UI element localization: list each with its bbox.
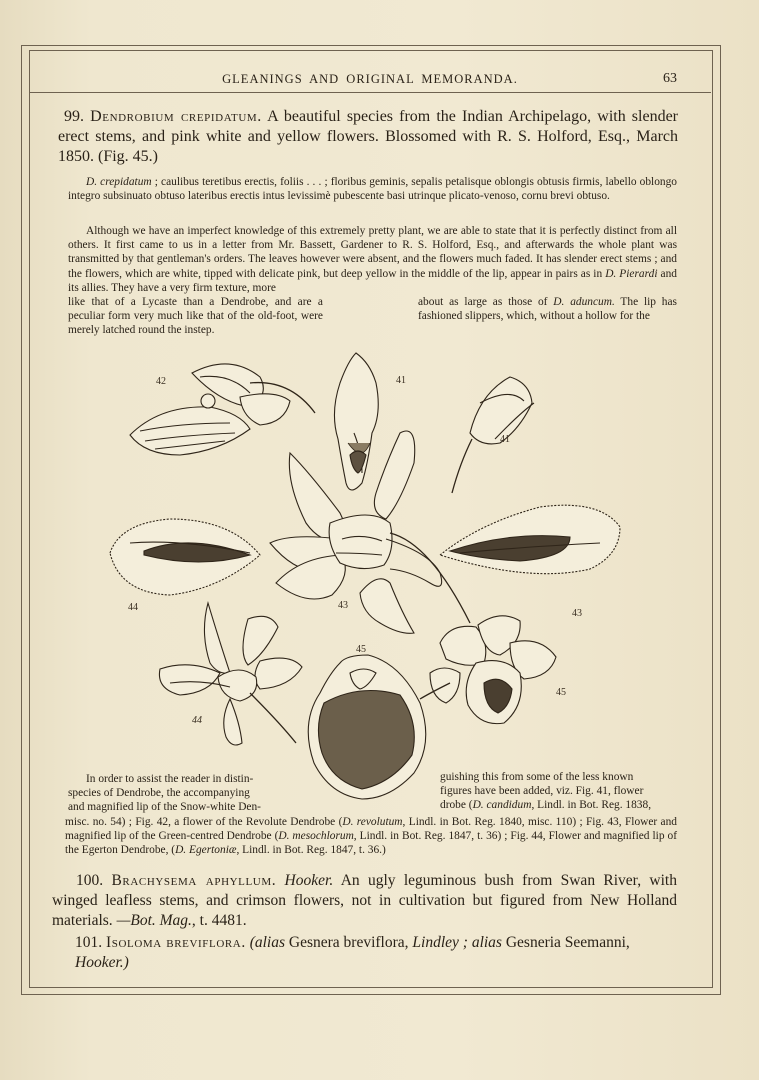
caption-revolutum: D. revolutum — [342, 816, 403, 828]
caption-left-line-1: In order to assist the reader in distin- — [86, 773, 254, 785]
right-text-a: about as large as those of — [418, 296, 548, 308]
entry-100-ref: , t. 4481. — [191, 912, 247, 929]
entry-text: A beautiful species from the Indian Archipelago, with slender erect stems, and pink white and yellow flowers. Blossomed with R. S. Holford, Esq., March 1850. (Fig. 45.) — [58, 108, 679, 165]
fig-label-44a: 44 — [128, 602, 138, 613]
latin-description — [68, 175, 677, 203]
orchid-plate-illustration — [100, 343, 660, 808]
page-number: 63 — [663, 71, 677, 86]
entry-101-number: 101. — [75, 934, 103, 951]
entry-number: 99. — [64, 108, 84, 125]
fig-label-41a: 41 — [396, 375, 406, 386]
body-text-a: Although we have an imperfect knowledge of this extremely pretty plant, we are able to state that it is perfectly distinct from all others. It first came to us in a letter from Mr. Bassett, Gardener to R. S. Holford, Esq., and afterwards the whole plant was transmitted by that gentleman's orders. The leaves however were absent, and the flowers much faded. It has slender erect stems ; and the flowers, which are white, tipped with delicate pink, but deep yellow in the middle of the lip, appear in pairs as in — [68, 225, 677, 280]
figure-44-flower — [159, 603, 302, 745]
fig-label-42: 42 — [156, 376, 166, 387]
figure-41-flower — [452, 377, 534, 493]
caption-right-column — [440, 770, 677, 813]
caption-left-column — [68, 772, 293, 815]
entry-101-alias-1: (alias — [249, 934, 286, 951]
entry-101-name-1: Gesnera breviflora, — [288, 934, 409, 951]
caption-mesochlorum: D. mesochlorum — [278, 830, 354, 843]
figure-43-lip — [440, 505, 620, 573]
caption-text-1: misc. no. 54) ; Fig. 42, a flower of the Revolute Dendrobe ( — [65, 816, 343, 828]
body-left-column: like that of a Lycaste than a Dendrobe, and are a peculiar form very much like that of the old-foot, were merely latched round the instep. — [68, 296, 323, 337]
entry-100-author: Hooker. — [284, 872, 334, 889]
orchid-engraving — [100, 343, 660, 808]
right-text-b: The lip has fashioned slippers, which, without a hollow for the — [418, 296, 677, 323]
latin-species: D. crepidatum — [86, 176, 152, 188]
entry-101-name-2: Gesneria Seemanni, — [505, 934, 630, 951]
figure-43-flower — [270, 431, 470, 633]
body-text-b: and its allies. They have a very firm texture, more — [68, 267, 677, 294]
caption-left-line-3: and magnified lip of the Snow-white Den- — [68, 801, 261, 814]
caption-text-4: , Lindl. in Bot. Reg. 1847, t. 36.) — [236, 844, 386, 857]
entry-101-author-1: Lindley ; — [412, 934, 468, 951]
fig-label-45b: 45 — [556, 687, 566, 698]
caption-continuation — [65, 815, 677, 858]
entry-99 — [58, 107, 678, 167]
entry-101 — [75, 933, 685, 973]
caption-right-line-3: drobe (D. candidum, Lindl. in Bot. Reg. 1838, — [440, 799, 652, 812]
body-species-pierardi: D. Pierardi — [605, 267, 658, 280]
entry-101-alias-2: alias — [471, 934, 502, 951]
caption-right-line-2: figures have been added, viz. Fig. 41, flower — [440, 785, 644, 798]
figure-45-lip — [308, 655, 426, 799]
body-right-column — [418, 295, 677, 323]
header-rule — [29, 92, 711, 93]
right-species-aduncum: D. aduncum. — [553, 296, 615, 308]
entry-100-title: Brachysema aphyllum. — [111, 872, 277, 889]
entry-title: Dendrobium crepidatum. — [90, 108, 262, 125]
running-head: GLEANINGS AND ORIGINAL MEMORANDA. — [222, 72, 518, 86]
entry-100-number: 100. — [76, 872, 104, 889]
figure-45-flower — [420, 616, 556, 724]
body-paragraph — [68, 224, 677, 295]
fig-label-45a: 45 — [356, 644, 366, 655]
caption-text-3: , Lindl. in Bot. Reg. 1847, t. 36) ; Fig. 44, Flower and magnified lip of the Egerton Dendrobe, ( — [65, 830, 677, 857]
entry-100 — [52, 871, 677, 931]
figure-44-lip — [110, 519, 260, 595]
figure-41-lip — [334, 353, 378, 490]
fig-label-41b: 41 — [500, 434, 510, 445]
fig-label-44b: 44 — [192, 715, 202, 726]
page-header — [29, 72, 711, 92]
caption-egertoniae: D. Egertoniæ — [175, 844, 237, 857]
fig-label-43b: 43 — [572, 608, 582, 619]
entry-100-text: An ugly leguminous bush from Swan River, with winged leafless stems, and crimson flowers, not in cultivation but figured from New Holland materials. — [52, 872, 677, 929]
caption-left-line-2: species of Dendrobe, the accompanying — [68, 787, 250, 800]
caption-text-2: , Lindl. in Bot. Reg. 1840, misc. 110) ; Fig. 43, Flower and magnified lip of the Green-centred Dendrobe ( — [65, 816, 678, 843]
entry-101-author-2: Hooker.) — [75, 954, 129, 971]
entry-100-ref-italic: —Bot. Mag. — [116, 912, 192, 929]
fig-label-43a: 43 — [338, 600, 348, 611]
latin-text: ; caulibus teretibus erectis, foliis . . . ; floribus geminis, sepalis petalisque oblongis obtusis firmis, labello oblongo integro subsinuato obtuso lateribus erectis intus levissimè pubescente basi utrinque plicato-venoso, cornu brevi obtuso. — [68, 176, 677, 203]
caption-right-line-1: guishing this from some of the less known — [440, 771, 634, 783]
entry-101-title: Isoloma breviflora. — [106, 934, 246, 951]
